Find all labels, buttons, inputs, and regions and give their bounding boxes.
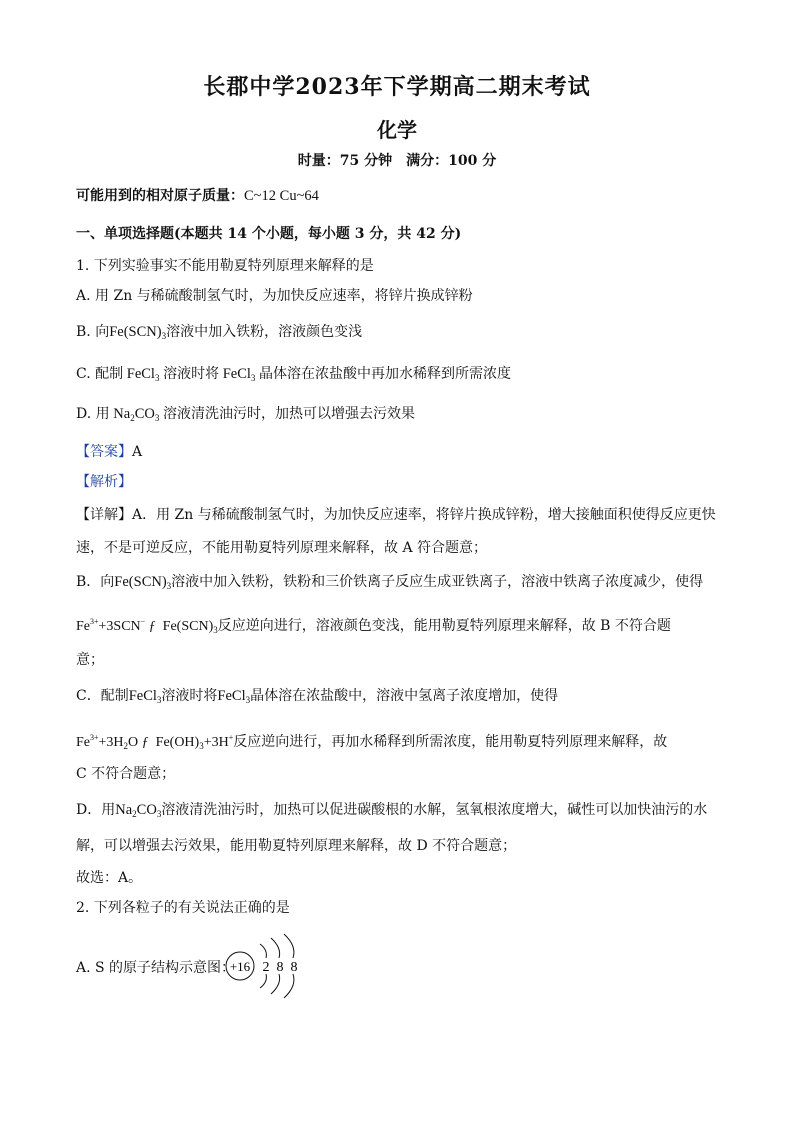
analysis-tag: 【解析】 — [76, 474, 132, 490]
formula-fecl3: FeCl$_3$ — [219, 366, 256, 383]
shell-arc — [260, 974, 266, 988]
answer-value: A — [132, 444, 143, 460]
formula-fecl3: FeCl$_3$ — [123, 366, 160, 383]
time-score-info: 时量：75 分钟 满分：100 分 — [297, 153, 497, 169]
detail-line-2: 速，不是可逆反应，不能用勒夏特列原理来解释，故 A 符合题意； — [76, 540, 488, 556]
q1-stem: 1. 下列实验事实不能用勒夏特列原理来解释的是 — [76, 258, 374, 274]
sulfur-atom-structure-diagram — [224, 930, 314, 1000]
detail-line-3: B．向$Fe(SCN)_3$溶液中加入铁粉，铁粉和三价铁离子反应生成亚铁离子，溶液中铁离子浓度减少，使得 — [76, 574, 704, 591]
answer-tag: 【答案】 — [76, 444, 132, 460]
exam-title: 长郡中学2023年下学期高二期末考试 — [203, 74, 591, 100]
answer-line — [76, 442, 726, 462]
q1-option-b: B. 向$Fe(SCN)_3$溶液中加入铁粉，溶液颜色变浅 — [76, 324, 363, 341]
q1-option-c: C. 配制 FeCl$_3$ 溶液时将 FeCl$_3$ 晶体溶在浓盐酸中再加水稀释到所需浓度 — [76, 366, 512, 383]
detail-line-8: C 不符合题意； — [76, 766, 176, 782]
shell-electron-count: 8 — [290, 960, 298, 975]
equilibrium-equation-1: $Fe^{3+}+3SCN^-$ ƒ $Fe(SCN)_3$ — [76, 617, 218, 635]
detail-line-5: 意； — [76, 652, 104, 668]
q1-option-a: A. 用 Zn 与稀硫酸制氢气时，为加快反应速率，将锌片换成锌粉 — [76, 288, 473, 304]
atomic-mass-line — [76, 186, 726, 206]
q1-option-d: D. 用 $Na_2CO_3$ 溶液清洗油污时，加热可以增强去污效果 — [76, 406, 415, 423]
detail-line-7: $Fe^{3+}+3H_2O$ ƒ $Fe(OH)_3+3H^+$反应逆向进行，再加水稀释到所需浓度，能用勒夏特列原理来解释，故 — [76, 733, 668, 751]
equilibrium-equation-2: $Fe^{3+}+3H_2O$ ƒ $Fe(OH)_3+3H^+$ — [76, 733, 234, 751]
formula-fe-scn3: $Fe(SCN)_3$ — [109, 324, 167, 341]
detail-line-9: D．用$Na_2CO_3$溶液清洗油污时，加热可以促进碳酸根的水解，氢氧根浓度增大，碱性可以加快油污的水 — [76, 802, 708, 819]
shell-arc — [284, 934, 294, 958]
conclusion-line: 故选：A。 — [76, 870, 143, 886]
detail-line-10: 解，可以增强去污效果，能用勒夏特列原理来解释，故 D 不符合题意； — [76, 838, 517, 854]
shell-electron-count: 2 — [262, 960, 270, 975]
q2-stem: 2. 下列各粒子的有关说法正确的是 — [76, 900, 290, 916]
section-heading: 一、单项选择题(本题共 14 个小题，每小题 3 分，共 42 分) — [76, 226, 462, 242]
shell-arc — [260, 944, 266, 958]
shell-arc — [271, 974, 280, 994]
detail-line-4: $Fe^{3+}+3SCN^-$ ƒ $Fe(SCN)_3$反应逆向进行，溶液颜色变浅，能用勒夏特列原理来解释，故 B 不符合题 — [76, 617, 671, 635]
q2-option-a-label: A. S 的原子结构示意图： — [76, 960, 236, 976]
shell-arc — [284, 974, 294, 998]
detail-line-6: C．配制FeCl$_3$溶液时将FeCl$_3$晶体溶在浓盐酸中，溶液中氢离子浓度增加，使得 — [76, 688, 559, 705]
nucleus-charge: +16 — [229, 959, 251, 974]
subject-title: 化学 — [377, 118, 417, 142]
detail-line-1: 【详解】A．用 Zn 与稀硫酸制氢气时，为加快反应速率，将锌片换成锌粉，增大接触面积使得反应更快 — [76, 507, 716, 523]
atomic-mass-label: 可能用到的相对原子质量： — [76, 188, 244, 204]
atomic-mass-values: C~12 Cu~64 — [244, 188, 319, 204]
formula-na2co3: $Na_2CO_3$ — [109, 406, 160, 423]
shell-electron-count: 8 — [276, 960, 284, 975]
shell-arc — [271, 938, 280, 958]
